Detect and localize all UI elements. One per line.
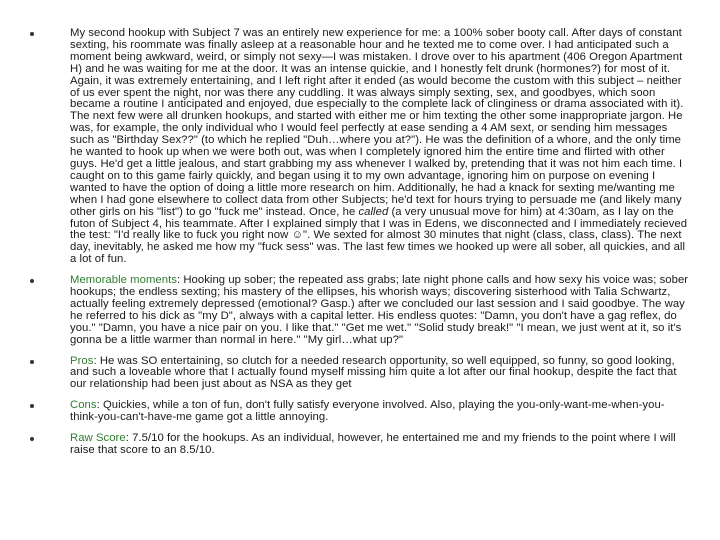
bullet-icon: [30, 360, 34, 364]
paragraph-text: : Quickies, while a ton of fun, don't fully satisfy everyone involved. Also, playing the you-only-want-me-when-you-think-you-can't-have-me game got a little annoying.: [70, 399, 665, 424]
paragraph-text: (a very unusual move for him) at 4:30am, as I lay on the futon of Subject 4, his teammate. After I explained simply that I was in Edens, we disconnected and I immediately recieved the test: "I'd really like to fuck you right now ☺". We sexted for almost 30 minutes that night (class, class, class). The next day, inevitably, he asked me how my "fuck sess" was. The last few times we hooked up were all sober, all quickies, and all a lot of fun.: [70, 205, 688, 266]
paragraph-text: My second hookup with Subject 7 was an entirely new experience for me: a 100% sober booty call. After days of constant sexting, his roommate was finally asleep at a reasonable hour and he texted me to come over. I had anticipated such a moment being awkward, weird, or simply not sexy—I was mistaken. I drove over to his apartment (406 Oregon Apartment H) and he was waiting for me at the door. It was an intense quickie, and I honestly felt drunk (hormones?) for most of it. Again, it was extremely entertaining, and I left right after it ended (as would become the custom with this subject – neither of us ever spent the night, nor was there any cuddling. It was always simply sexting, sex, and goodbyes, which soon became a routine I anticipated and enjoyed, due especially to the complete lack of clinginess or drama associated with it). The next few were all drunken hookups, and started with either me or him texting the other some inappropriate jargon. He was, for example, the only individual who I would feel perfectly at ease sending a 4 AM sext, or sending him messages such as "Birthday Sex??" (to which he replied "Duh…where you at?"). He was the definition of a whore, and the only time he wanted to hook up when we were both out, was when I completely ignored him the entire time and flirted with other guys. He'd get a little jealous, and start grabbing my ass whenever I walked by, pretending that it was not him each time. I caught on to this game fairly quickly, and began using it to my own advantage, ignoring him on purpose on evening I wanted to have the option of doing a little more research on him. Additionally, he had a knack for sexting me/wanting me when I had gone elsewhere to collect data from other Subjects; he'd text for hours trying to persuade me (and likely many other girls on his "list") to go "fuck me" instead. Once, he: [70, 27, 684, 218]
heading-term: Memorable moments: [70, 274, 177, 287]
paragraph-text: : Hooking up sober; the repeated ass grabs; late night phone calls and how sexy his voice was; sober hookups; the endless sexting; his mastery of the ellipses, his whorish ways; discovering sisterhood with Talia Schwartz, actually feeling extremely depressed (emotional? Gasp.) after we concluded our last session and I said goodbye. The way he referred to his dick as "my D", always with a capital letter. His endless quotes: "Damn, you don't have a gag reflex, do you." "Damn, you have a nice pair on you. I like that." "Get me wet." "Solid study break!" "I mean, we just went at it, so it's gonna be a little warmer than normal in here." "My girl…what up?": [70, 274, 689, 346]
heading-term: Pros: [70, 354, 94, 367]
list-item: [30, 28, 690, 266]
list-item: [30, 433, 690, 457]
paragraph-text: : 7.5/10 for the hookups. As an individual, however, he entertained me and my friends to the point where I will raise that score to an 8.5/10.: [70, 432, 676, 456]
heading-term: Cons: [70, 399, 97, 412]
bullet-icon: [30, 279, 34, 283]
bullet-list: [30, 28, 690, 466]
italic-text: called: [358, 205, 389, 218]
paragraph-text: : He was SO entertaining, so clutch for a needed research opportunity, so well equipped, so funny, so good looking, and such a loveable whore that I actually found myself missing him quite a lot after our final hookup, despite the fact that our relationship had been just about as NSA as they get: [70, 354, 677, 391]
bullet-icon: [30, 32, 34, 36]
list-item: [30, 275, 690, 346]
heading-term: Raw Score: [70, 432, 126, 445]
bullet-icon: [30, 437, 34, 441]
list-item: [30, 356, 690, 392]
list-item: [30, 400, 690, 424]
bullet-icon: [30, 404, 34, 408]
